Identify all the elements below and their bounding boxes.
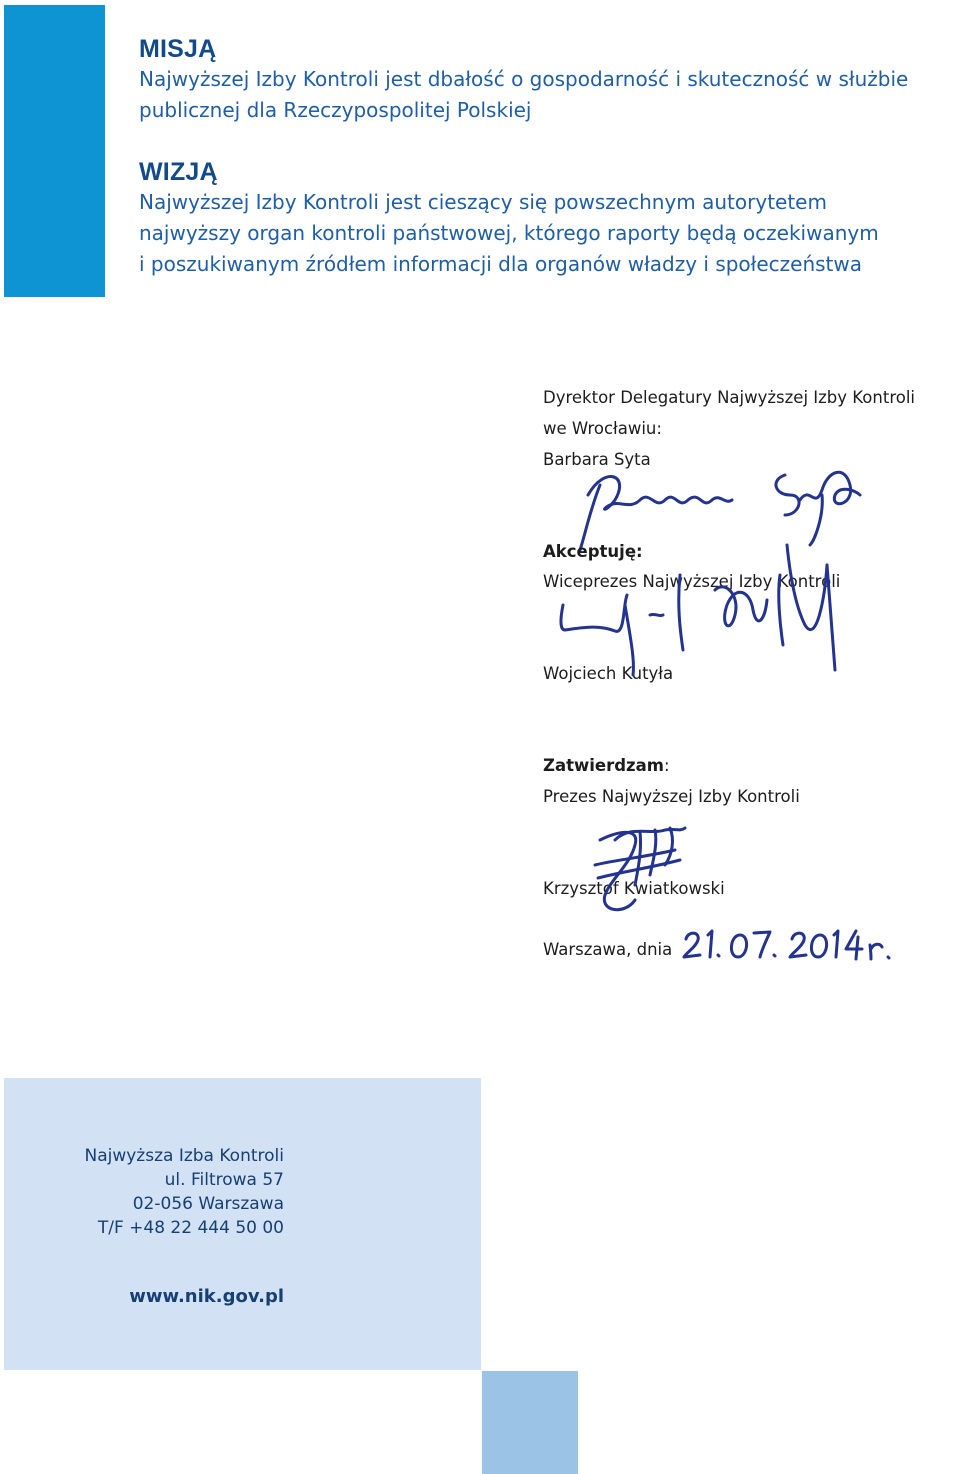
president-name: Krzysztof Kwiatkowski xyxy=(543,879,725,898)
mission-heading: MISJĄ xyxy=(139,35,217,63)
director-signature xyxy=(560,455,870,555)
address-line-street: ul. Filtrowa 57 xyxy=(164,1170,284,1190)
place-date-label: Warszawa, dnia xyxy=(543,940,673,959)
director-name: Barbara Syta xyxy=(543,450,651,469)
decorative-blue-bar-top xyxy=(4,5,105,297)
director-title-line2: we Wrocławiu: xyxy=(543,419,662,438)
mission-text: Najwyższej Izby Kontroli jest dbałość o gospodarność i skuteczność w służbie publicznej dla Rzeczypospolitej Polskiej xyxy=(139,67,909,122)
handwritten-date xyxy=(678,925,903,970)
address-line-phone: T/F +48 22 444 50 00 xyxy=(97,1218,284,1238)
vice-president-name: Wojciech Kutyła xyxy=(543,664,674,683)
president-title: Prezes Najwyższej Izby Kontroli xyxy=(543,787,800,806)
director-title-line1: Dyrektor Delegatury Najwyższej Izby Kontroli xyxy=(543,388,915,407)
vision-heading: WIZJĄ xyxy=(139,158,218,186)
address-line-city: 02-056 Warszawa xyxy=(132,1194,284,1214)
president-signature xyxy=(580,820,700,920)
vision-text: Najwyższej Izby Kontroli jest cieszący się powszechnym autorytetem najwyższy organ kontroli państwowej, którego raporty będą oczekiwanym i poszukiwanym źródłem informacji dla organów władzy i społeczeństwa xyxy=(139,190,879,276)
address-block xyxy=(84,1144,284,1240)
vision-section xyxy=(139,157,939,280)
decorative-blue-bar-bottom xyxy=(482,1371,578,1474)
website-link[interactable]: www.nik.gov.pl xyxy=(129,1286,284,1307)
vice-president-label: Akceptuję: xyxy=(543,542,643,561)
president-label: Zatwierdzam: xyxy=(543,756,670,775)
vice-president-title: Wiceprezes Najwyższej Izby Kontroli xyxy=(543,572,841,591)
address-line-institution: Najwyższa Izba Kontroli xyxy=(84,1146,284,1166)
mission-section xyxy=(139,34,939,126)
